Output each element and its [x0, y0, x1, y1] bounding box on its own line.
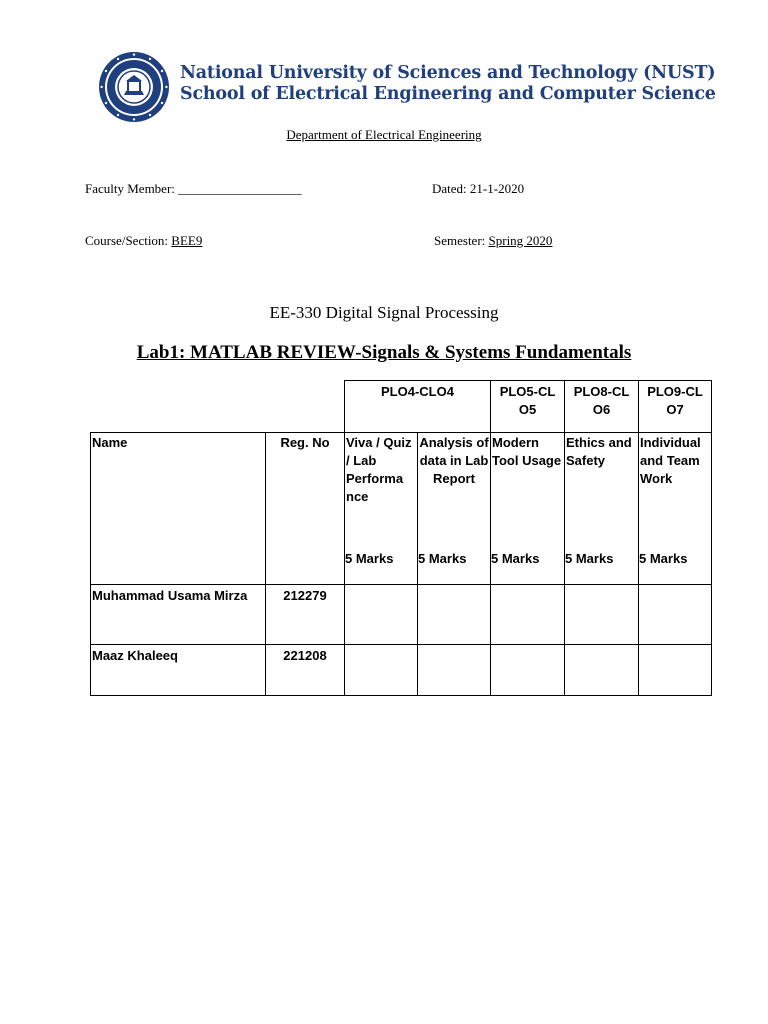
semester-label: Semester:	[434, 233, 486, 248]
student-name: Muhammad Usama Mirza	[92, 588, 248, 603]
dated-line	[432, 181, 524, 197]
student-name: Maaz Khaleeq	[92, 648, 178, 663]
score-cell[interactable]	[639, 645, 712, 696]
reg-header	[266, 433, 345, 585]
name-header	[91, 433, 266, 585]
dated-label: Dated:	[432, 181, 467, 196]
plo-header-cell: PLO8-CL O6	[565, 381, 639, 433]
student-name-cell	[91, 585, 266, 645]
dated-value: 21-1-2020	[469, 181, 525, 196]
student-name-cell	[91, 645, 266, 696]
university-name: National University of Sciences and Technology (NUST)	[180, 63, 716, 83]
faculty-label: Faculty Member:	[85, 181, 175, 196]
viva-header	[345, 433, 418, 585]
course-title: EE-330 Digital Signal Processing	[269, 303, 499, 322]
course-label: Course/Section:	[85, 233, 169, 248]
score-cell[interactable]	[639, 585, 712, 645]
plo-header-cell: PLO9-CL O7	[639, 381, 712, 433]
score-cell[interactable]	[491, 645, 565, 696]
reg-no-cell	[266, 585, 345, 645]
lab-title: Lab1: MATLAB REVIEW-Signals & Systems Fundamentals	[136, 342, 632, 363]
modern-tool-header	[491, 433, 565, 585]
individual-header	[639, 433, 712, 585]
nust-logo-icon	[98, 51, 170, 123]
table-row	[91, 585, 712, 645]
reg-no: 212279	[283, 588, 327, 603]
modern-tool-header-label: Modern Tool Usage	[492, 435, 562, 468]
name-header-label: Name	[92, 435, 128, 450]
plo-header-table	[344, 380, 712, 433]
school-name: School of Electrical Engineering and Computer Science	[180, 84, 716, 104]
reg-no: 221208	[283, 648, 327, 663]
score-cell[interactable]	[345, 645, 418, 696]
faculty-value: ___________________	[178, 181, 302, 196]
faculty-member-line	[85, 181, 302, 197]
course-section-line	[85, 233, 202, 249]
score-cell[interactable]	[565, 585, 639, 645]
plo-header-cell: PLO4-CLO4	[345, 381, 491, 433]
table-row	[91, 645, 712, 696]
individual-marks: 5 Marks	[639, 551, 688, 566]
plo-header-cell: PLO5-CL O5	[491, 381, 565, 433]
reg-no-cell	[266, 645, 345, 696]
individual-header-label: Individual and Team Work	[640, 435, 701, 486]
analysis-marks: 5 Marks	[418, 551, 467, 566]
score-cell[interactable]	[418, 585, 491, 645]
score-cell[interactable]	[491, 585, 565, 645]
course-value: BEE9	[171, 233, 203, 248]
viva-marks: 5 Marks	[345, 551, 394, 566]
viva-header-label: Viva / Quiz / Lab Performa nce	[346, 435, 412, 504]
analysis-header-label: Analysis of data in Lab Report	[419, 435, 489, 486]
department-heading: Department of Electrical Engineering	[286, 127, 482, 142]
marks-table	[90, 432, 712, 696]
analysis-header	[418, 433, 491, 585]
score-cell[interactable]	[345, 585, 418, 645]
semester-line	[434, 233, 552, 249]
score-cell[interactable]	[565, 645, 639, 696]
ethics-marks: 5 Marks	[565, 551, 614, 566]
reg-header-label: Reg. No	[280, 435, 330, 450]
ethics-header	[565, 433, 639, 585]
ethics-header-label: Ethics and Safety	[566, 435, 632, 468]
semester-value: Spring 2020	[488, 233, 553, 248]
modern-tool-marks: 5 Marks	[491, 551, 540, 566]
column-header-row	[91, 433, 712, 585]
score-cell[interactable]	[418, 645, 491, 696]
